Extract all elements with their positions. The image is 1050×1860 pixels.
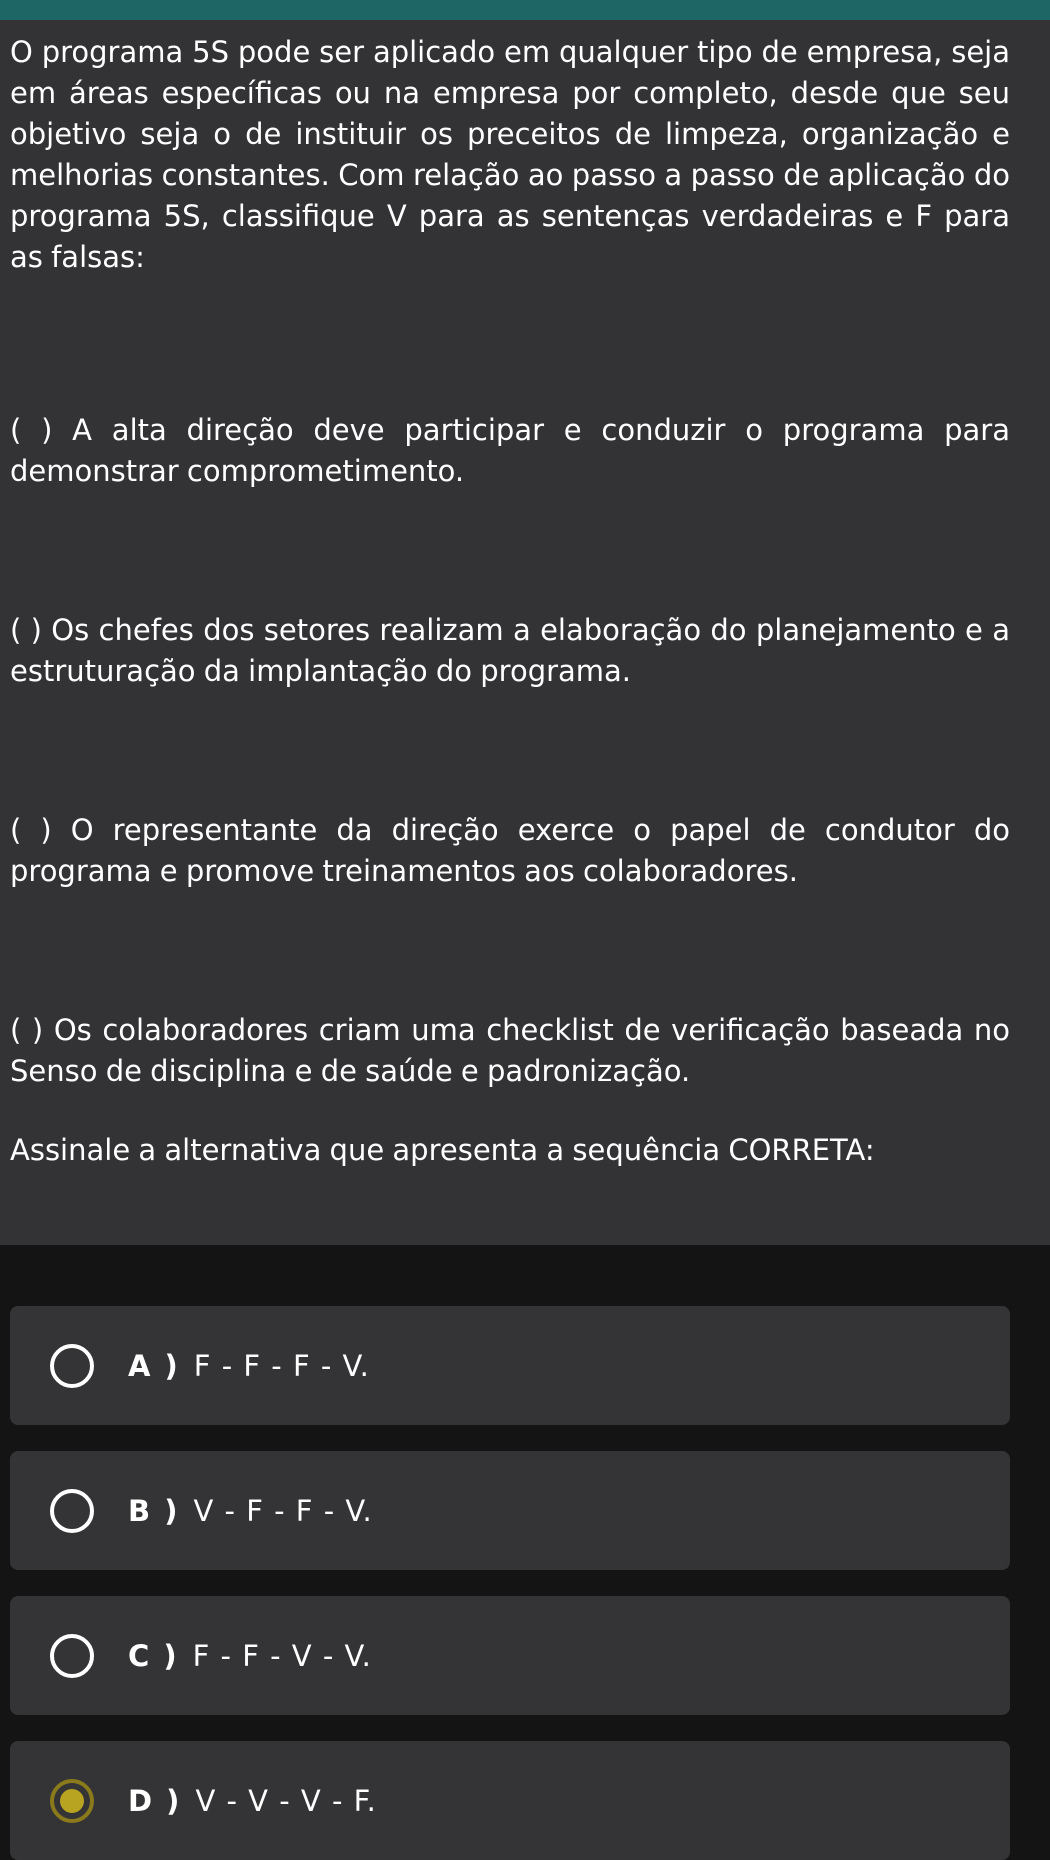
option-d[interactable] bbox=[10, 1741, 1010, 1860]
option-a[interactable] bbox=[10, 1306, 1010, 1425]
option-b[interactable] bbox=[10, 1451, 1010, 1570]
statement-4: ( ) Os colaboradores criam uma checklist de verificação baseada no Senso de disciplina e de saúde e padronização. bbox=[10, 1013, 1010, 1088]
option-text: V - F - F - V. bbox=[193, 1493, 373, 1528]
statement-2: ( ) Os chefes dos setores realizam a elaboração do planejamento e a estruturação da implantação do programa. bbox=[10, 613, 1010, 688]
radio-unselected-icon[interactable] bbox=[50, 1634, 94, 1678]
option-letter: C ) bbox=[128, 1638, 179, 1673]
question-prompt: Assinale a alternativa que apresenta a sequência CORRETA: bbox=[10, 1133, 875, 1167]
option-c[interactable] bbox=[10, 1596, 1010, 1715]
statement-3: ( ) O representante da direção exerce o papel de condutor do programa e promove treinamentos aos colaboradores. bbox=[10, 813, 1010, 888]
option-letter: B ) bbox=[128, 1493, 180, 1528]
radio-unselected-icon[interactable] bbox=[50, 1489, 94, 1533]
option-text: V - V - V - F. bbox=[195, 1783, 377, 1818]
question-panel bbox=[0, 20, 1050, 1245]
option-letter: D ) bbox=[128, 1783, 182, 1818]
option-text: F - F - V - V. bbox=[192, 1638, 372, 1673]
question-intro: O programa 5S pode ser aplicado em qualquer tipo de empresa, seja em áreas específicas ou na empresa por completo, desde que seu objetivo seja o de instituir os preceitos de limpeza, organização e melhorias constantes. Com relação ao passo a passo de aplicação do programa 5S, classifique V para as sentenças verdadeiras e F para as falsas: bbox=[10, 35, 1010, 274]
option-letter: A ) bbox=[128, 1348, 180, 1383]
radio-selected-icon[interactable] bbox=[50, 1779, 94, 1823]
option-text: F - F - F - V. bbox=[193, 1348, 370, 1383]
radio-unselected-icon[interactable] bbox=[50, 1344, 94, 1388]
top-accent-bar bbox=[0, 0, 1050, 20]
statement-1: ( ) A alta direção deve participar e conduzir o programa para demonstrar comprometimento. bbox=[10, 413, 1010, 488]
